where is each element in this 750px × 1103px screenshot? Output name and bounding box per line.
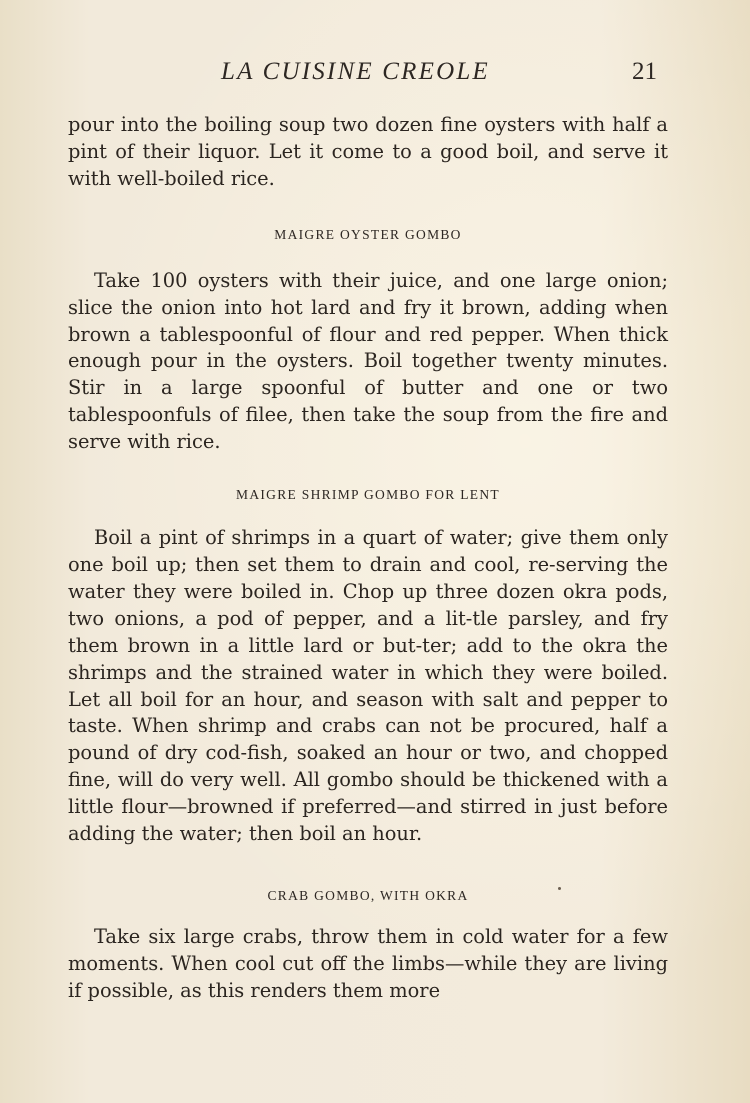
paragraph-oyster-gombo: Take 100 oysters with their juice, and one large onion; slice the onion into hot lard and fry it brown, adding when brown a tablespoonful of flour and red pepper. When thick enough pour in the oysters. Boil together twenty minutes. Stir in a large spoonful of butter and one or two tablespoonfuls of filee, then take the soup from the fire and serve with rice.	[68, 268, 668, 454]
paragraph-shrimp-gombo: Boil a pint of shrimps in a quart of water; give them only one boil up; then set them to drain and cool, re-serving the water they were boiled in. Chop up three dozen okra pods, two onions, a pod of pepper, and a lit-tle parsley, and fry them brown in a little lard or but-ter; add to the okra the shrimps and the strained water in which they were boiled. Let all boil for an hour, and season with salt and pepper to taste. When shrimp and crabs can not be procured, half a pound of dry cod-fish, soaked an hour or two, and chopped fine, will do very well. All gombo should be thickened with a little flour—browned if preferred—and stirred in just before adding the water; then boil an hour.	[68, 526, 668, 846]
running-title: LA CUISINE CREOLE	[221, 58, 490, 85]
paragraph-continuation: pour into the boiling soup two dozen fine oysters with half a pint of their liquor. Let it come to a good boil, and serve it with well-boiled rice.	[68, 113, 668, 190]
heading-crab-gombo: CRAB GOMBO, WITH OKRA	[267, 887, 469, 903]
page-number: 21	[632, 58, 657, 85]
paragraph-crab-gombo: Take six large crabs, throw them in cold water for a few moments. When cool cut off the limbs—while they are living if possible, as this renders them more	[68, 924, 668, 1002]
heading-maigre-shrimp-gombo: MAIGRE SHRIMP GOMBO FOR LENT	[236, 487, 500, 503]
page-header	[0, 58, 750, 98]
body-text	[68, 112, 668, 1005]
paper-speck	[558, 887, 561, 890]
heading-maigre-oyster-gombo: MAIGRE OYSTER GOMBO	[274, 226, 462, 242]
